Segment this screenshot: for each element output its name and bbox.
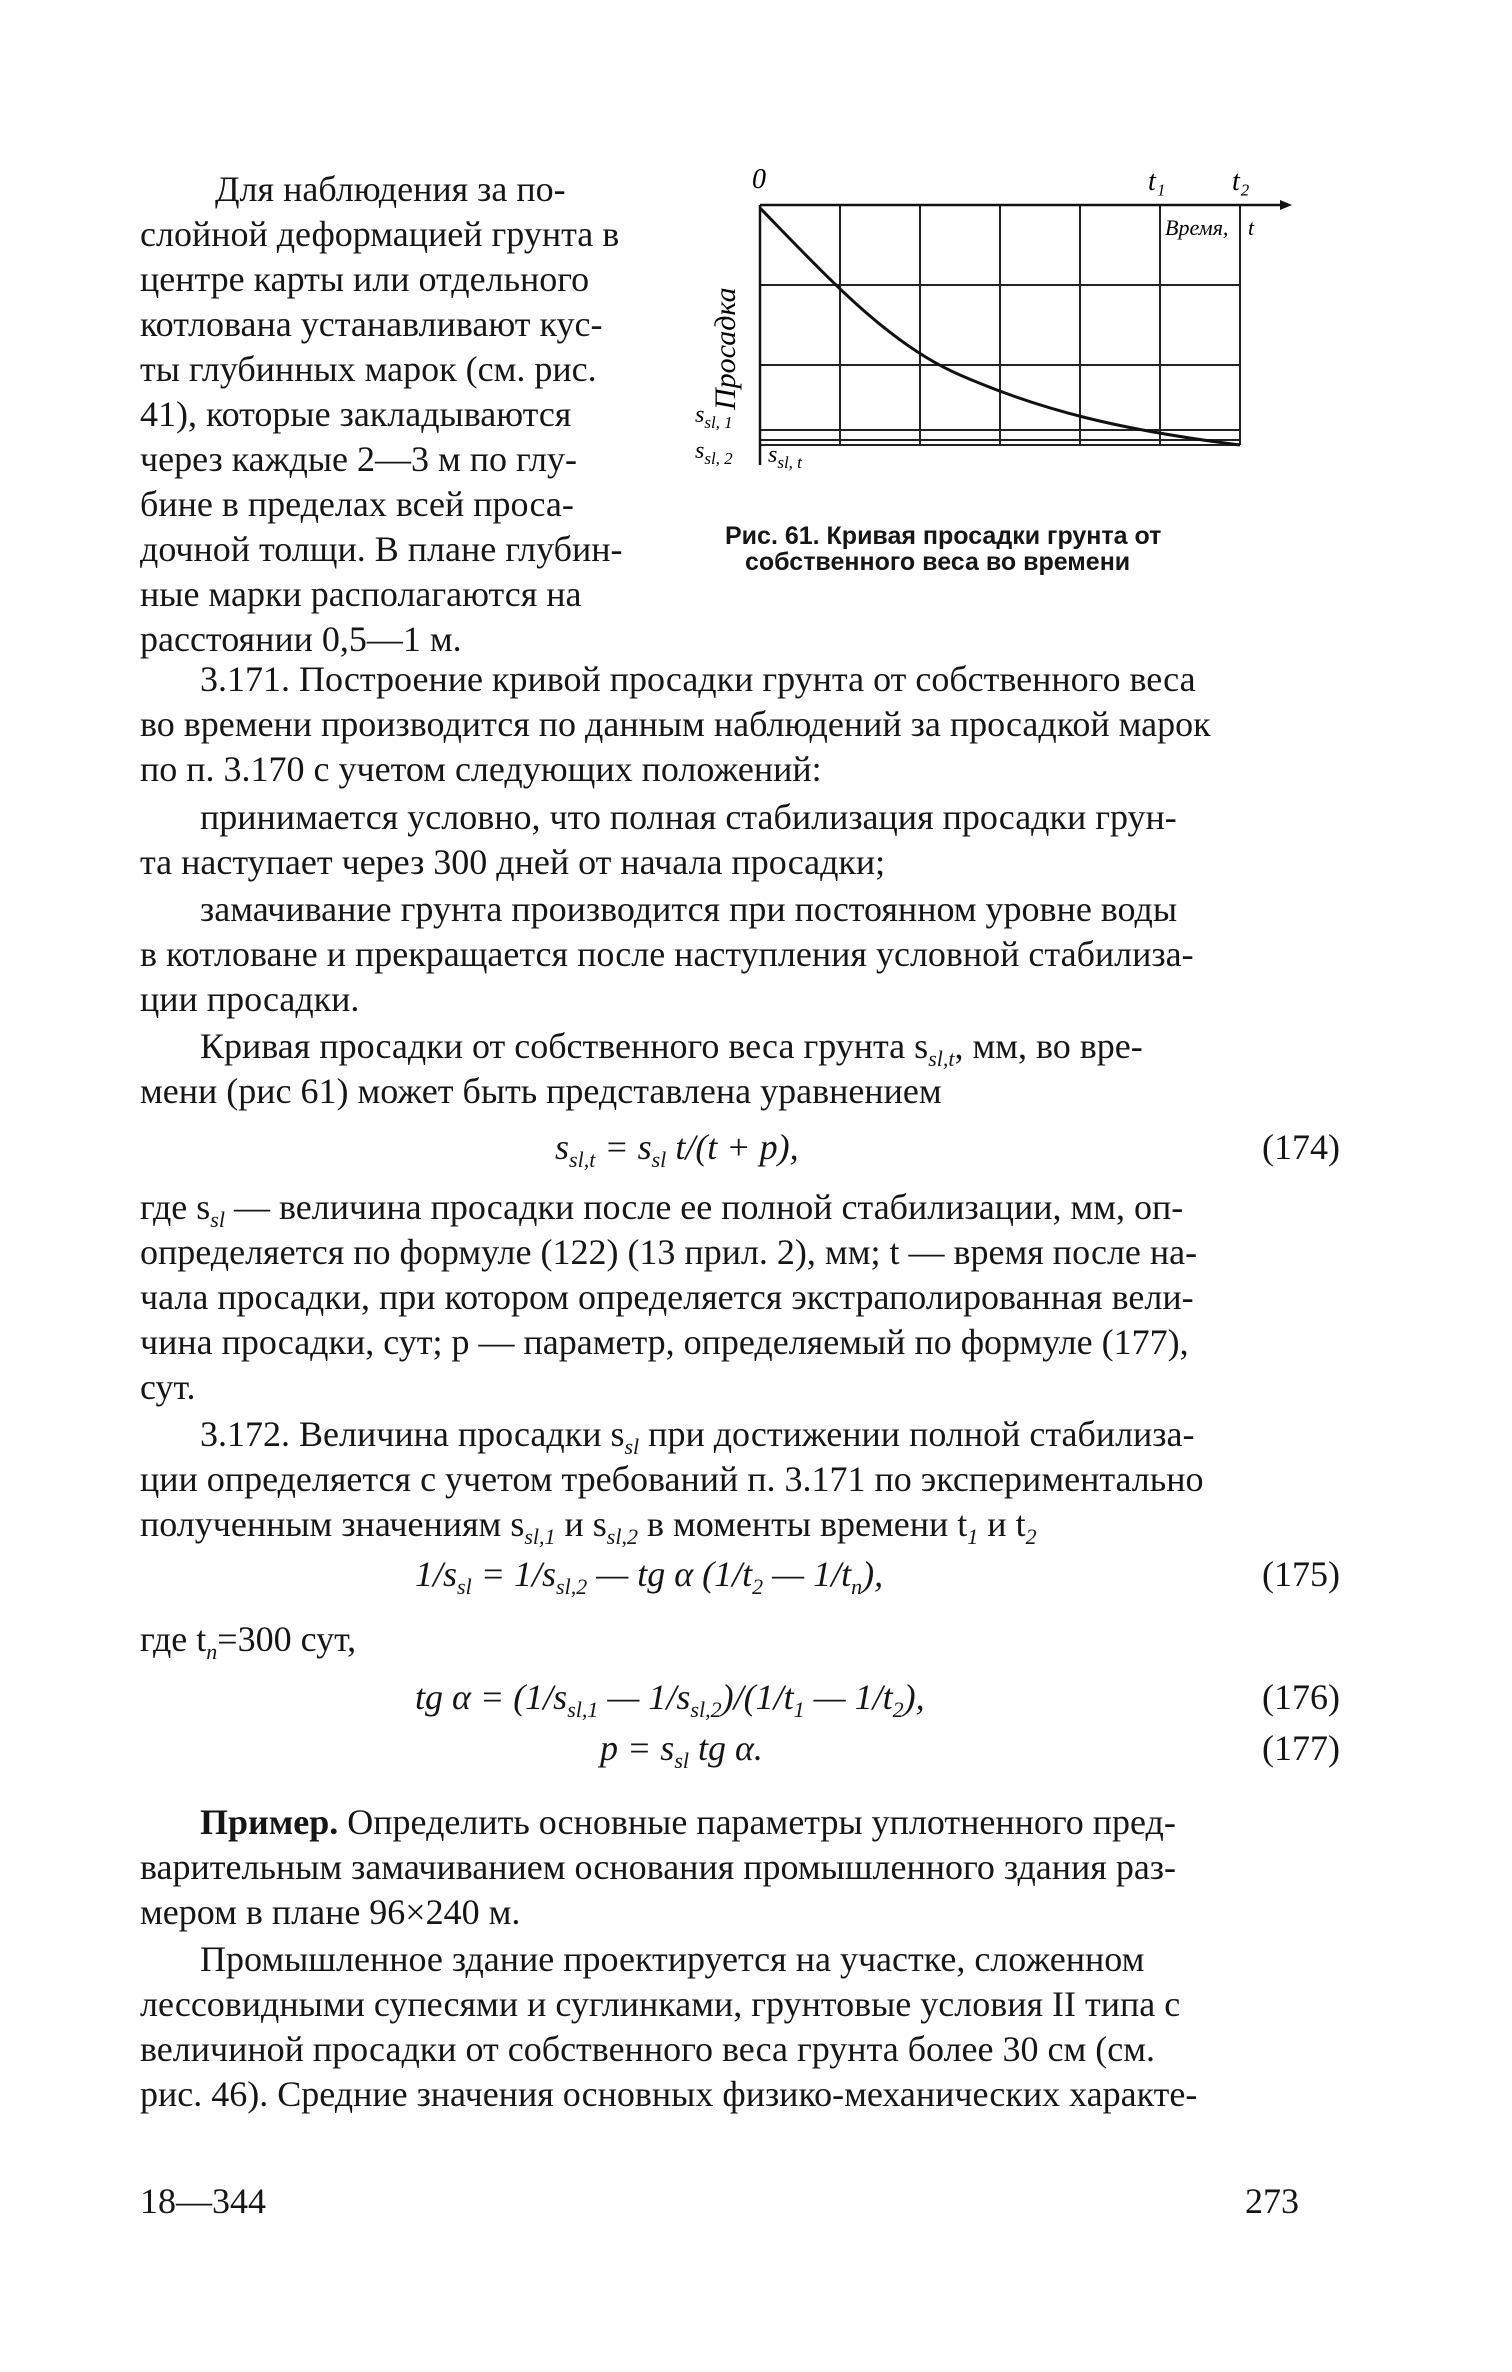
section-number: 3.172. (200, 1414, 290, 1454)
text-line: принимается условно, что полная стабилизация просадки грун- (200, 797, 1177, 837)
text-line: Для наблюдения за по- (215, 169, 566, 209)
print-signature: 18—344 (140, 2181, 266, 2221)
equation-174: $s_{sl,t} = s_{sl}$ t/(t + p), (555, 1127, 799, 1173)
text-line: рис. 46). Средние значения основных физико-механических характе- (140, 2074, 1198, 2114)
text-line: Кривая просадки от собственного веса грунта $s_{sl,t}$, мм, во вре- (200, 1026, 1143, 1072)
equation-number: (177) (1262, 1728, 1340, 1768)
s-slt-label: $s_{sl, t}$ (768, 442, 802, 472)
origin-label: 0 (752, 164, 766, 195)
figure-caption-line1: Рис. 61. Кривая просадки грунта от (725, 522, 1162, 550)
text-line: Построение кривой просадки грунта от собственного веса (299, 659, 1196, 699)
equation-176: tg $\alpha = (1/s_{sl,1}$ — $1/s_{sl,2})/(1/t_1$ — $1/t_2$), (415, 1677, 925, 1723)
text-line: определяется по формуле (122) (13 прил. 2), мм; t — время после на- (140, 1232, 1198, 1272)
s-sl1-label: $s_{sl, 1}$ (695, 402, 733, 432)
text-line: та наступает через 300 дней от начала просадки; (140, 842, 886, 882)
text-line: чала просадки, при котором определяется экстраполированная вели- (140, 1277, 1194, 1317)
page-number: 273 (1245, 2181, 1299, 2221)
text-line: варительным замачиванием основания промышленного здания раз- (140, 1847, 1177, 1887)
text-line: ции просадки. (140, 979, 360, 1019)
text-line: дочной толщи. В плане глубин- (140, 529, 623, 569)
text-line: 41), которые закладываются (140, 394, 572, 434)
figure-61-settlement-curve (660, 160, 1300, 490)
x-axis-arrow (1280, 200, 1292, 210)
equation-177: $p = s_{sl}$ tg α. (600, 1728, 763, 1774)
text-line: центре карты или отдельного (140, 259, 590, 299)
text-line: полученным значениям $s_{sl,1}$ и $s_{sl,2}$ в моменты времени $t_1$ и $t_2$ (140, 1504, 1037, 1550)
text-line: бине в пределах всей проса- (140, 484, 574, 524)
example-heading: Пример. (200, 1802, 339, 1842)
text-line: через каждые 2—3 м по глу- (140, 439, 577, 479)
text-line: по п. 3.170 с учетом следующих положений: (140, 749, 822, 789)
example-paragraph: Пример. Определить основные параметры уплотненного пред- (200, 1802, 1176, 1842)
text-line: чина просадки, сут; p — параметр, определяемый по формуле (177), (140, 1322, 1189, 1362)
chart-grid (760, 205, 1240, 445)
section-3-172: 3.172. Величина просадки $s_{sl}$ при достижении полной стабилиза- (200, 1414, 1195, 1460)
text-line: ции определяется с учетом требований п. 3.171 по экспериментально (140, 1459, 1204, 1499)
x-axis-t: t (1248, 215, 1255, 240)
equation-175: $1/s_{sl} = 1/s_{sl,2}$ — tg α ($1/t_2$ — $1/t_n$), (415, 1554, 884, 1600)
text-line: во времени производится по данным наблюдений за просадкой марок (140, 704, 1211, 744)
s-sl2-label: $s_{sl, 2}$ (695, 438, 733, 468)
x-axis-title: Время, (1165, 215, 1229, 240)
text-line: ты глубинных марок (см. рис. (140, 349, 597, 389)
text-line: расстоянии 0,5—1 м. (140, 619, 462, 659)
equation-number: (174) (1262, 1127, 1340, 1167)
figure-caption-line2: собственного веса во времени (745, 548, 1131, 576)
section-3-171 (200, 655, 1196, 703)
text-line: слойной деформацией грунта в (140, 214, 620, 254)
equation-number: (176) (1262, 1677, 1340, 1717)
text-line: мером в плане 96×240 м. (140, 1892, 521, 1932)
text-line: замачивание грунта производится при постоянном уровне воды (200, 889, 1178, 929)
text-line: котлована устанавливают кус- (140, 304, 603, 344)
y-axis-title: Просадка (709, 287, 742, 410)
text-line: мени (рис 61) может быть представлена уравнением (140, 1071, 942, 1111)
text-line: Промышленное здание проектируется на участке, сложенном (200, 1939, 1145, 1979)
text-line: где $t_n=300$ сут, (140, 1619, 357, 1665)
text-line: сут. (140, 1367, 196, 1407)
text-line: где $s_{sl}$ — величина просадки после ее полной стабилизации, мм, оп- (140, 1187, 1184, 1233)
text-line: ные марки располагаются на (140, 574, 582, 614)
text-line: в котловане и прекращается после наступления условной стабилиза- (140, 934, 1194, 974)
text-line: величиной просадки от собственного веса грунта более 30 см (см. (140, 2029, 1155, 2069)
equation-number: (175) (1262, 1554, 1340, 1594)
text-line: лессовидными супесями и суглинками, грунтовые условия II типа с (140, 1984, 1181, 2024)
t2-label: t₂ (1232, 166, 1250, 197)
section-number: 3.171. (200, 659, 290, 699)
t1-label: t₁ (1148, 166, 1166, 197)
